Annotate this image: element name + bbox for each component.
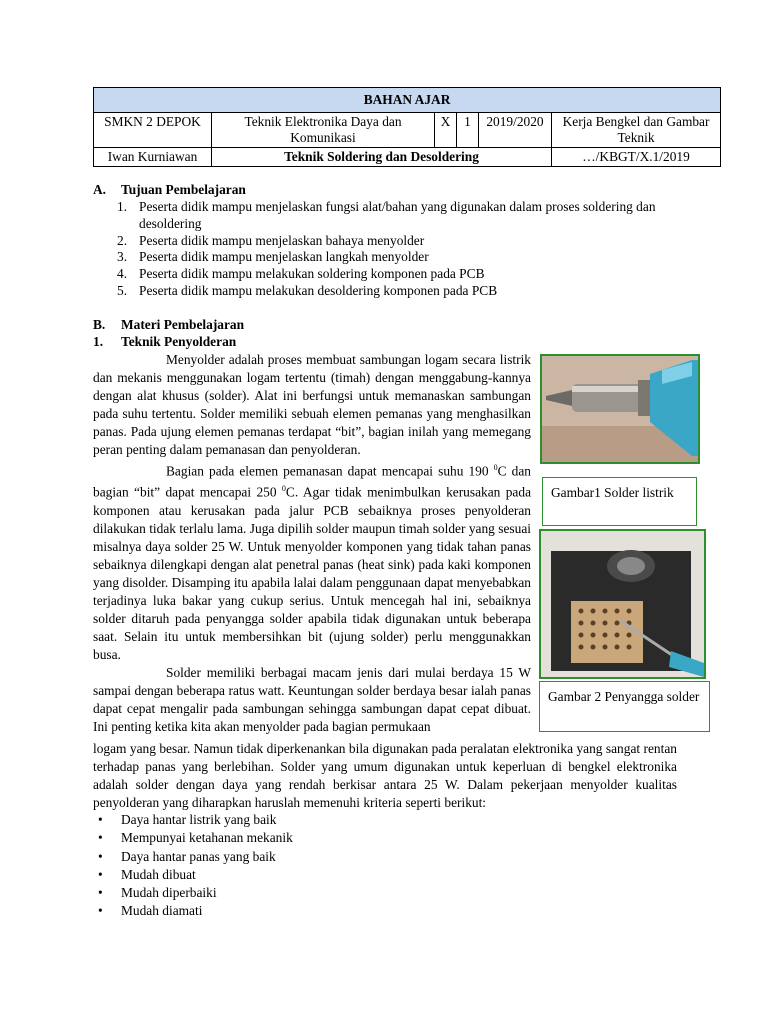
- paragraph-3b: logam yang besar. Namun tidak diperkenankan bila digunakan pada peralatan elektronika yang sangat rentan terhadap panas yang berlebihan. Solder yang umum digunakan untuk keperluan di bengkel elektronika adalah solder dengan daya yang rendah berkisar antara 25 W. Dalam pekerjaan menyolder kualitas penyolderan yang diharapkan haruslah memenuhi kriteria seperti berikut:: [93, 741, 677, 810]
- figure-2-photo: [539, 529, 706, 679]
- degree-sup-2: 0: [281, 484, 286, 494]
- section-b-heading: [93, 317, 244, 333]
- subsection-number: 1.: [93, 334, 104, 349]
- goal-number: 3.: [117, 249, 128, 265]
- body-text-wide: [93, 740, 677, 812]
- criteria-item: • Daya hantar panas yang baik: [93, 848, 293, 866]
- goal-item: [93, 249, 693, 266]
- topic-cell: Teknik Soldering dan Desoldering: [212, 148, 552, 167]
- semester-cell: 1: [457, 113, 479, 148]
- criteria-item: • Mempunyai ketahanan mekanik: [93, 829, 293, 847]
- body-text-narrow: [93, 351, 531, 736]
- criteria-list: [93, 811, 293, 921]
- section-a-title: Tujuan Pembelajaran: [121, 182, 246, 197]
- paragraph-3a: Solder memiliki berbagai macam jenis dari mulai berdaya 15 W sampai dengan beberapa ratus watt. Keuntungan solder berdaya besar ialah panas dapat cepat mengalir pada sambungan sehingga sambungan dapat cepat dibuat. Ini penting ketika kita akan menyolder pada bagian permukaan: [93, 664, 531, 734]
- solder-stand-image: [541, 531, 704, 677]
- p2-part-c: C. Agar tidak menimbulkan kerusakan pada komponen atau kerusakan pada jalur PCB sebaiknya proses penyolderan dilakukan tidak terlalu lama. Juga dipilih solder maupun timah solder yang sesuai misalnya daya solder 25 W. Untuk menyolder komponen yang tidak tahan panas sebaiknya dilengkapi dengan alat penetral panas (heat sink) pada kaki komponen yang disolder. Disamping itu apabila lalai dalam penggunaan dapat menyebabkan terjadinya luka bakar yang cukup serius. Untuk mencegah hal ini, sebaiknya solder ditaruh pada penyangga solder apabila tidak digunakan untuk beberapa saat. Selain itu untuk membersihkan bit (ujung solder) perlu menggunakkan busa.: [93, 484, 532, 662]
- goal-number: 5.: [117, 282, 128, 298]
- code-cell: …/KBGT/X.1/2019: [552, 148, 721, 167]
- section-a-number: A.: [93, 182, 107, 197]
- goals-list: [93, 199, 693, 300]
- author-cell: Iwan Kurniawan: [94, 148, 212, 167]
- goal-item: [93, 199, 693, 233]
- criteria-item: • Mudah dibuat: [93, 866, 293, 884]
- subject-cell: Kerja Bengkel dan Gambar Teknik: [552, 113, 721, 148]
- p2-part-b: C dan bagian “bit” dapat mencapai 250: [93, 463, 531, 500]
- section-b-title: Materi Pembelajaran: [121, 317, 245, 332]
- goal-text: Peserta didik mampu melakukan soldering komponen pada PCB: [139, 266, 485, 282]
- goal-number: 2.: [117, 232, 128, 248]
- school-cell: SMKN 2 DEPOK: [94, 113, 212, 148]
- goal-text: Peserta didik mampu menjelaskan fungsi alat/bahan yang digunakan dalam proses soldering dan desoldering: [139, 199, 656, 231]
- soldering-iron-image: [542, 356, 698, 462]
- section-b-number: B.: [93, 317, 106, 332]
- subsection-title: Teknik Penyolderan: [121, 334, 237, 349]
- header-table: [93, 87, 721, 167]
- p2-part-a: Bagian pada elemen pemanasan dapat mencapai suhu 190: [166, 463, 494, 479]
- criteria-item: • Daya hantar listrik yang baik: [93, 811, 293, 829]
- figure-2-caption: Gambar 2 Penyangga solder: [539, 681, 710, 732]
- section-a-heading: [93, 182, 246, 198]
- criteria-item: • Mudah diperbaiki: [93, 884, 293, 902]
- goal-item: [93, 233, 693, 250]
- degree-sup-1: 0: [493, 463, 498, 472]
- year-cell: 2019/2020: [479, 113, 552, 148]
- goal-item: [93, 266, 693, 283]
- goal-number: 4.: [117, 266, 128, 282]
- program-cell: Teknik Elektronika Daya dan Komunikasi: [212, 113, 435, 148]
- subsection-heading: [93, 334, 236, 350]
- paragraph-1: Menyolder adalah proses membuat sambungan logam secara listrik dan mekanis menggunakan logam tertentu (timah) dengan menggabung-kannya dengan alat khusus (solder). Alat ini berfungsi untuk memanaskan sambungan pada suhu tertentu. Solder memiliki sebuah elemen pemanas yang menghasilkan panas. Pada ujung elemen pemanas terdapat “bit”, bagian inilah yang memegang peran penting dalam pemanasan dan penyolderan.: [93, 352, 531, 457]
- goal-item: [93, 283, 693, 300]
- header-title: BAHAN AJAR: [94, 88, 721, 113]
- goal-text: Peserta didik mampu menjelaskan bahaya menyolder: [139, 232, 425, 248]
- figure-1-caption: Gambar1 Solder listrik: [542, 477, 697, 526]
- criteria-item: • Mudah diamati: [93, 902, 293, 920]
- goal-text: Peserta didik mampu melakukan desoldering komponen pada PCB: [139, 282, 498, 298]
- figure-1-photo: [540, 354, 700, 464]
- grade-cell: X: [435, 113, 457, 148]
- goal-text: Peserta didik mampu menjelaskan langkah menyolder: [139, 249, 429, 265]
- paragraph-2: [93, 459, 531, 664]
- goal-number: 1.: [117, 199, 128, 214]
